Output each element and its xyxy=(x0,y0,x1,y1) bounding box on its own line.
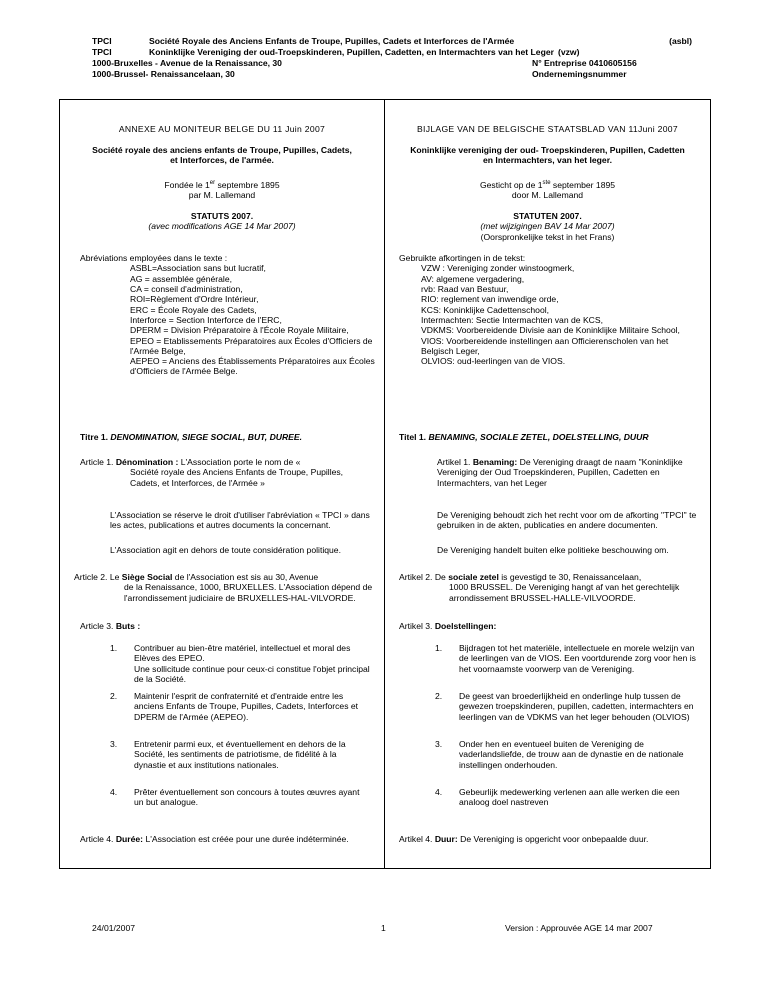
aims-list-nl xyxy=(435,643,697,808)
article3-heading-nl: Artikel 3. Doelstellingen: xyxy=(399,621,497,631)
list-item: 2. Maintenir l'esprit de confraternité et d'entraide entre les anciens Enfants de Troupe, Pupilles, Cadets, Interforces et DPERM de l'Armée (AEPEO). xyxy=(110,691,359,722)
footer-date: 24/01/2007 xyxy=(92,923,136,933)
article1-politics-nl: De Vereniging handelt buiten elke politieke beschouwing om. xyxy=(437,545,669,555)
article1-politics-fr: L'Association agit en dehors de toute considération politique. xyxy=(110,545,341,555)
list-item: 3. Entretenir parmi eux, et éventuellement en dehors de la Société, les sentiments de patriotisme, de fidélité à la dynastie et aux institutions nationales. xyxy=(110,739,346,770)
annex-title-nl: BIJLAGE VAN DE BELGISCHE STAATSBLAD VAN 11Juni 2007 xyxy=(417,124,678,134)
society-name-nl: Koninklijke vereniging der oud- Troepskinderen, Pupillen, Cadetten en Intermachters, van het leger. xyxy=(410,145,685,166)
aims-list-fr xyxy=(110,643,370,808)
header-type-nl: (vzw) xyxy=(557,47,580,57)
article1-fr: Article 1. Dénomination : L'Association porte le nom de « Société royale des Anciens Enfants de Troupe, Pupilles, Cadets, et Interforces, de l'Armée » xyxy=(80,457,344,488)
society-name-fr: Société royale des anciens enfants de Troupe, Pupilles, Cadets, et Interforces, de l'armée. xyxy=(92,145,352,166)
abbr-title-fr: Abréviations employées dans le texte : xyxy=(80,253,228,263)
statutes-fr: STATUTS 2007. (avec modifications AGE 14 Mar 2007) xyxy=(148,211,296,232)
header-line-nl xyxy=(92,47,692,58)
header-line-fr xyxy=(92,36,692,47)
statutes-nl: STATUTEN 2007. (met wijzigingen BAV 14 Mar 2007) (Oorspronkelijke tekst in het Frans) xyxy=(480,211,615,242)
address-fr: 1000-Bruxelles - Avenue de la Renaissance, 30 xyxy=(92,58,282,68)
abbreviations-fr xyxy=(80,253,375,377)
abbr-title-nl: Gebruikte afkortingen in de tekst: xyxy=(399,253,526,263)
list-item: 4. Gebeurlijk medewerking verlenen aan alle werken die een analoog doel nastreven xyxy=(435,787,680,808)
article3-heading-fr: Article 3. Buts : xyxy=(80,621,141,631)
list-item: 3. Onder hen en eventueel buiten de Vereniging de vaderlandsliefde, de trouw aan de dynastie en de nationale instellingen onderhouden. xyxy=(435,739,684,770)
address-nl: 1000-Brussel- Renaissancelaan, 30 xyxy=(92,69,235,79)
article1-abbrev-nl: De Vereniging behoudt zich het recht voor om de afkorting "TPCI" te gebruiken in de akten, publicaties en andere documenten. xyxy=(437,510,697,531)
list-item: 1. Bijdragen tot het materiële, intellectuele en morele welzijn van de leerlingen van de VIOS. Een voortdurende zorg voor hen is het voornaamste voorwerp van de Vereniging. xyxy=(435,643,696,674)
document-header xyxy=(92,36,692,80)
abbr-list-nl: VZW : Vereniging zonder winstoogmerk, AV: algemene vergadering, rvb: Raad van Bestuur, RIO: reglement van inwendige orde, KCS: Koninklijke Cadettenschool, Intermachten: Sectie Intermachten van de KCS, VDKMS: Voorbereidende Divisie aan de Koninklijke Militaire School, VIOS: Voorbereidende instellingen aan Officierenscholen van het Belgisch Leger, OLVIOS: oud-leerlingen van de VIOS. xyxy=(421,263,680,367)
abbreviations-nl xyxy=(399,253,699,366)
article2-fr: Article 2. Le Siège Social de l'Association est sis au 30, Avenue de la Renaissance, 1000, BRUXELLES. L'Association dépend de l'arrondissement judiciaire de BRUXELLES-HAL-VILVORDE. xyxy=(74,572,373,603)
article2-nl: Artikel 2. De sociale zetel is gevestigd te 30, Renaissancelaan, 1000 BRUSSEL. De Vereniging hangt af van het gerechtelijk arrondissement BRUSSEL-HALLE-VILVOORDE. xyxy=(399,572,680,603)
title1-fr: Titre 1. DENOMINATION, SIEGE SOCIAL, BUT, DUREE. xyxy=(80,432,303,442)
list-item: 1. Contribuer au bien-être matériel, intellectuel et moral des Elèves des EPEO. Une sollicitude continue pour ceux-ci constitue l'objet principal de la Société. xyxy=(110,643,370,684)
header-org: TPCI xyxy=(92,36,112,46)
header-name-fr: Société Royale des Anciens Enfants de Troupe, Pupilles, Cadets et Interforces de l'Armée xyxy=(149,36,515,46)
abbr-list-fr: ASBL=Association sans but lucratif, AG = assemblée générale, CA = conseil d'administration, ROI=Règlement d'Ordre Intérieur, ERC = École Royale des Cadets, Interforce = Section Interforce de l'ERC, DPERM = Division Préparatoire à l'École Royale Militaire, EPEO = Etablissements Préparatoires aux Écoles d'Officiers de l'Armée Belge, AEPEO = Anciens des Établissements Préparatoires aux Écoles d'Officiers de l'Armée Belge. xyxy=(130,263,375,377)
company-number: N° Entreprise 0410605156 xyxy=(532,58,637,68)
company-number-label: Ondernemingsnummer xyxy=(532,69,627,79)
footer-version: Version : Approuvée AGE 14 mar 2007 xyxy=(505,923,653,933)
header-type-fr: (asbl) xyxy=(669,36,692,46)
header-name-nl: Koninklijke Vereniging der oud-Troepskinderen, Pupillen, Cadetten, en Intermachters van het Leger xyxy=(149,47,554,57)
list-item: 2. De geest van broederlijkheid en onderlinge hulp tussen de gewezen troepskinderen, pupillen, cadetten, intermachters en leerlingen van de VDKMS van het leger behouden (OLVIOS) xyxy=(435,691,694,722)
header-org: TPCI xyxy=(92,47,112,57)
article1-abbrev-fr: L'Association se réserve le droit d'utiliser l'abréviation « TPCI » dans les actes, publications et autres documents la concernant. xyxy=(110,510,370,531)
annex-title-fr: ANNEXE AU MONITEUR BELGE DU 11 Juin 2007 xyxy=(118,124,326,134)
article1-nl: Artikel 1. Benaming: De Vereniging draagt de naam "Koninklijke Vereniging der Oud Troepskinderen, Pupillen, Cadetten en Intermachters, van het Leger xyxy=(437,457,683,488)
founded-nl: Gesticht op de 1ste september 1895 door M. Lallemand xyxy=(479,180,616,201)
page-number: 1 xyxy=(381,923,386,933)
title1-nl: Titel 1. BENAMING, SOCIALE ZETEL, DOELSTELLING, DUUR xyxy=(399,432,649,442)
article4-nl: Artikel 4. Duur: De Vereniging is opgericht voor onbepaalde duur. xyxy=(399,834,649,844)
founded-fr: Fondée le 1er septembre 1895 par M. Lallemand xyxy=(164,180,280,201)
bilingual-table xyxy=(59,99,711,869)
header-address-nl xyxy=(92,69,692,80)
header-address-fr xyxy=(92,58,692,69)
list-item: 4. Prêter éventuellement son concours à toutes œuvres ayant un but analogue. xyxy=(110,787,360,808)
article4-fr: Article 4. Durée: L'Association est créée pour une durée indéterminée. xyxy=(80,834,349,844)
